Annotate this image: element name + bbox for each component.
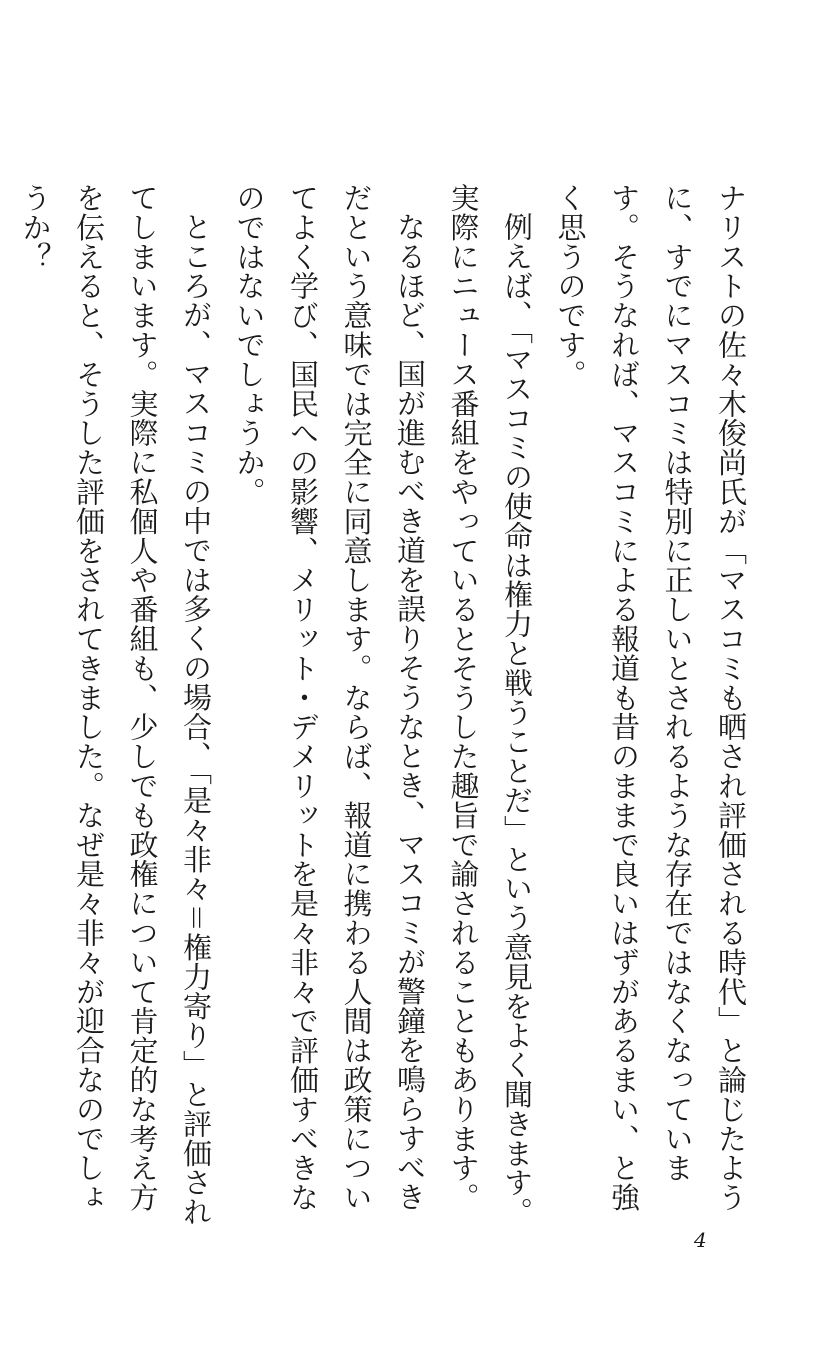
paragraph-5 <box>0 183 8 1228</box>
vertical-body-text <box>18 183 757 1228</box>
page-number: 4 <box>694 1228 707 1252</box>
paragraph-4: ところが、マスコミの中では多くの場合、「是々非々＝権力寄り」と評価されてしまいます。実際に私個人や番組も、少しでも政権について肯定的な考え方を伝えると、そうした評価をされてきました。なぜ是々非々が迎合なのでしょうか？ <box>18 183 213 1227</box>
paragraph-3: なるほど、国が進むべき道を誤りそうなとき、マスコミが警鐘を鳴らすべきだという意味では完全に同意します。ならば、報道に携わる人間は政策についてよく学び、国民への影響、メリット・デメリットを是々非々で評価すべきなのではないでしょうか。 <box>232 183 427 1212</box>
paragraph-1: ナリストの佐々木俊尚氏が「マスコミも晒され評価される時代」と論じたように、すでにマスコミは特別に正しいとされるような存在ではなくなっています。そうなれば、マスコミによる報道も昔のままで良いはずがあるまい、と強く思うのです。 <box>553 183 748 1212</box>
paragraph-2: 例えば、「マスコミの使命は権力と戦うことだ」という意見をよく聞きます。実際にニュース番組をやっているとそうした趣旨で諭されることもあります。 <box>446 183 534 1227</box>
